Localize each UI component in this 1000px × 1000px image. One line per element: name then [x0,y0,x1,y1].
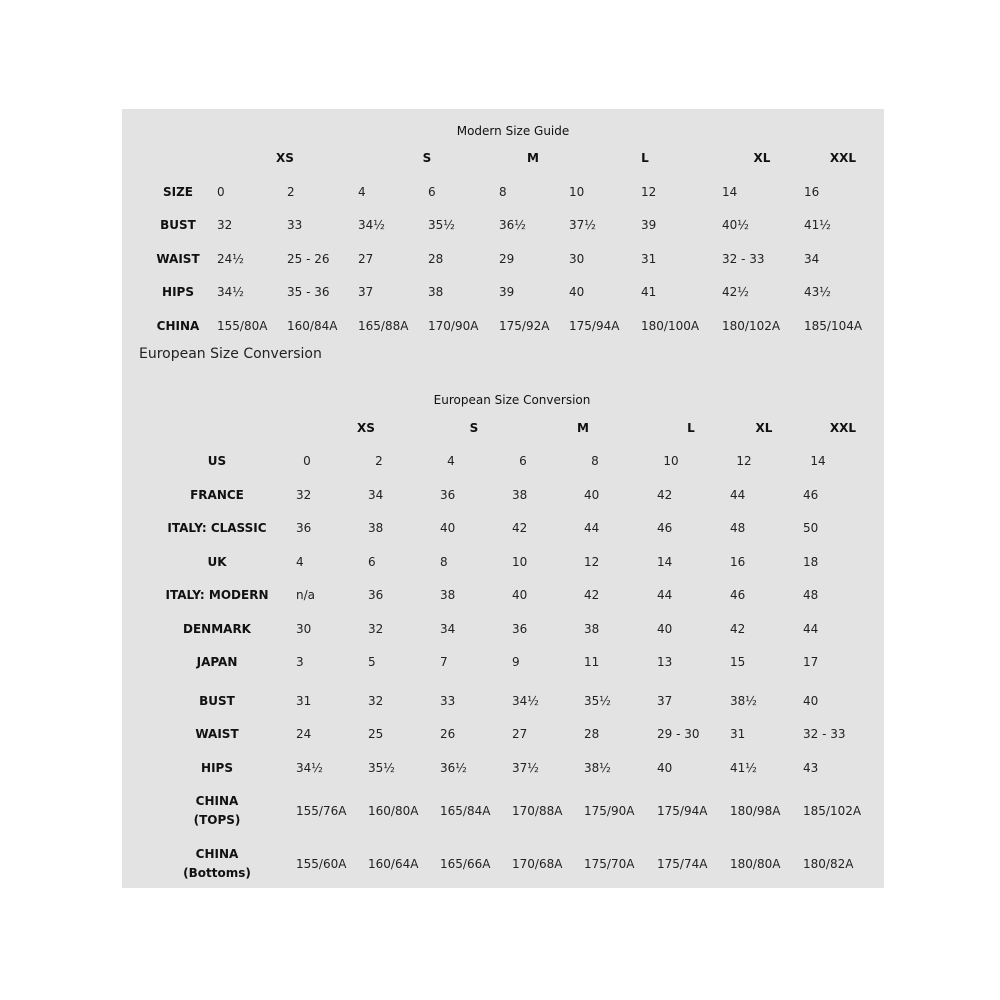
euro-cell: 10 [663,454,679,468]
euro-cell: 26 [440,727,456,741]
modern-cell: 170/90A [428,319,479,333]
euro-cell: 160/80A [368,804,419,818]
euro-cell: 50 [803,521,819,535]
euro-cell: 15 [730,655,746,669]
euro-row-label: BUST [199,694,235,708]
euro-cell: 36 [440,488,456,502]
euro-cell: 32 - 33 [803,727,846,741]
euro-row-label: WAIST [195,727,239,741]
euro-cell: 28 [584,727,600,741]
euro-cell: 10 [512,555,528,569]
euro-header-xs: XS [357,421,375,435]
euro-cell: 44 [657,588,673,602]
euro-cell: 34 [440,622,456,636]
modern-cell: 175/94A [569,319,620,333]
modern-header-xxl: XXL [829,151,857,165]
euro-cell: 34½ [296,761,323,775]
modern-cell: 180/100A [641,319,700,333]
euro-cell: 180/82A [803,857,854,871]
euro-header-xxl: XXL [829,421,857,435]
euro-cell: 170/68A [512,857,563,871]
modern-header-s: S [422,151,432,165]
euro-cell: 38½ [584,761,611,775]
modern-cell: 16 [804,185,820,199]
euro-cell: 27 [512,727,528,741]
euro-cell: 35½ [584,694,611,708]
euro-row-label: DENMARK [183,622,251,636]
euro-cell: 46 [657,521,673,535]
modern-cell: 25 - 26 [287,252,330,266]
euro-cell: 40 [512,588,528,602]
euro-cell: 46 [803,488,819,502]
modern-cell: 155/80A [217,319,268,333]
euro-cell: 24 [296,727,312,741]
european-conversion-title: European Size Conversion [433,393,591,407]
modern-cell: 34 [804,252,820,266]
modern-cell: 29 [499,252,515,266]
section-caption: European Size Conversion [139,346,322,362]
euro-cell: 170/88A [512,804,563,818]
euro-cell: 160/64A [368,857,419,871]
euro-cell: 2 [375,454,383,468]
euro-cell: 17 [803,655,819,669]
modern-header-xl: XL [753,151,771,165]
modern-row-label: BUST [160,218,196,232]
modern-row-label: SIZE [162,185,194,199]
euro-cell: 3 [296,655,304,669]
euro-cell: 37 [657,694,673,708]
euro-cell: 13 [657,655,673,669]
euro-header-s: S [469,421,479,435]
euro-row-label-line1: CHINA [195,847,239,861]
modern-cell: 185/104A [804,319,863,333]
euro-cell: n/a [296,588,316,602]
euro-cell: 31 [730,727,746,741]
euro-header-l: L [687,421,695,435]
euro-cell: 43 [803,761,819,775]
modern-cell: 35½ [428,218,455,232]
modern-cell: 38 [428,285,444,299]
euro-cell: 175/74A [657,857,708,871]
euro-row-label: US [207,454,227,468]
euro-cell: 38 [368,521,384,535]
modern-cell: 40 [569,285,585,299]
euro-row-label: HIPS [201,761,233,775]
euro-cell: 14 [657,555,673,569]
modern-cell: 34½ [217,285,244,299]
euro-row-label-line2: (Bottoms) [183,866,251,880]
modern-cell: 10 [569,185,585,199]
euro-cell: 180/80A [730,857,781,871]
euro-cell: 8 [440,555,448,569]
euro-cell: 38 [440,588,456,602]
euro-cell: 40 [440,521,456,535]
modern-cell: 36½ [499,218,526,232]
modern-cell: 27 [358,252,374,266]
euro-cell: 44 [730,488,746,502]
euro-cell: 31 [296,694,312,708]
euro-cell: 175/94A [657,804,708,818]
euro-cell: 36 [512,622,528,636]
modern-cell: 24½ [217,252,244,266]
euro-cell: 7 [440,655,448,669]
euro-cell: 9 [512,655,520,669]
modern-cell: 165/88A [358,319,409,333]
euro-cell: 6 [368,555,376,569]
euro-header-m: M [577,421,589,435]
euro-cell: 4 [296,555,304,569]
modern-cell: 39 [499,285,515,299]
modern-cell: 34½ [358,218,385,232]
euro-header-xl: XL [755,421,773,435]
euro-cell: 180/98A [730,804,781,818]
euro-cell: 165/66A [440,857,491,871]
modern-cell: 180/102A [722,319,781,333]
modern-row-label: HIPS [162,285,194,299]
modern-cell: 32 - 33 [722,252,765,266]
modern-cell: 160/84A [287,319,338,333]
modern-cell: 4 [358,185,366,199]
modern-cell: 31 [641,252,657,266]
euro-cell: 12 [584,555,600,569]
euro-cell: 34 [368,488,384,502]
modern-cell: 14 [722,185,738,199]
euro-cell: 175/70A [584,857,635,871]
euro-cell: 155/76A [296,804,347,818]
euro-cell: 36 [296,521,312,535]
euro-cell: 16 [730,555,746,569]
modern-cell: 43½ [804,285,831,299]
euro-row-label: UK [207,555,227,569]
euro-cell: 0 [303,454,311,468]
modern-cell: 40½ [722,218,749,232]
euro-row-label-line1: CHINA [195,794,239,808]
modern-cell: 2 [287,185,295,199]
euro-cell: 44 [803,622,819,636]
modern-cell: 42½ [722,285,749,299]
euro-cell: 40 [657,761,673,775]
euro-cell: 44 [584,521,600,535]
modern-cell: 30 [569,252,585,266]
euro-cell: 37½ [512,761,539,775]
modern-cell: 37 [358,285,374,299]
euro-cell: 8 [591,454,599,468]
euro-row-label: FRANCE [190,488,244,502]
euro-cell: 175/90A [584,804,635,818]
modern-cell: 41 [641,285,657,299]
modern-row-label: WAIST [156,252,200,266]
euro-cell: 12 [736,454,752,468]
euro-cell: 42 [730,622,746,636]
modern-header-l: L [641,151,649,165]
euro-cell: 48 [803,588,819,602]
euro-row-label: ITALY: CLASSIC [167,521,267,535]
euro-cell: 42 [512,521,528,535]
euro-cell: 46 [730,588,746,602]
euro-cell: 30 [296,622,312,636]
modern-cell: 12 [641,185,657,199]
modern-row-label: CHINA [156,319,200,333]
euro-cell: 36½ [440,761,467,775]
modern-header-xs: XS [276,151,294,165]
modern-cell: 41½ [804,218,831,232]
modern-cell: 0 [217,185,225,199]
euro-cell: 5 [368,655,376,669]
euro-row-label: JAPAN [196,655,238,669]
euro-cell: 33 [440,694,456,708]
modern-cell: 39 [641,218,657,232]
euro-row-label-line2: (TOPS) [193,813,241,827]
euro-cell: 35½ [368,761,395,775]
euro-cell: 41½ [730,761,757,775]
euro-cell: 36 [368,588,384,602]
euro-cell: 4 [447,454,455,468]
modern-cell: 35 - 36 [287,285,330,299]
euro-cell: 155/60A [296,857,347,871]
euro-cell: 40 [584,488,600,502]
euro-cell: 40 [657,622,673,636]
euro-cell: 18 [803,555,819,569]
euro-cell: 42 [657,488,673,502]
modern-cell: 8 [499,185,507,199]
euro-cell: 32 [368,694,384,708]
modern-cell: 175/92A [499,319,550,333]
euro-cell: 48 [730,521,746,535]
euro-cell: 38½ [730,694,757,708]
modern-cell: 28 [428,252,444,266]
modern-cell: 6 [428,185,436,199]
euro-cell: 42 [584,588,600,602]
size-guide-panel [122,109,884,888]
euro-cell: 38 [512,488,528,502]
euro-cell: 34½ [512,694,539,708]
euro-row-label: ITALY: MODERN [165,588,269,602]
euro-cell: 32 [368,622,384,636]
euro-cell: 29 - 30 [657,727,700,741]
euro-cell: 32 [296,488,312,502]
euro-cell: 14 [810,454,826,468]
modern-size-guide-title: Modern Size Guide [456,124,570,138]
modern-header-m: M [527,151,539,165]
euro-cell: 11 [584,655,600,669]
euro-cell: 185/102A [803,804,862,818]
euro-cell: 40 [803,694,819,708]
euro-cell: 38 [584,622,600,636]
euro-cell: 165/84A [440,804,491,818]
euro-cell: 25 [368,727,384,741]
euro-cell: 6 [519,454,527,468]
modern-cell: 37½ [569,218,596,232]
modern-cell: 32 [217,218,233,232]
modern-cell: 33 [287,218,303,232]
